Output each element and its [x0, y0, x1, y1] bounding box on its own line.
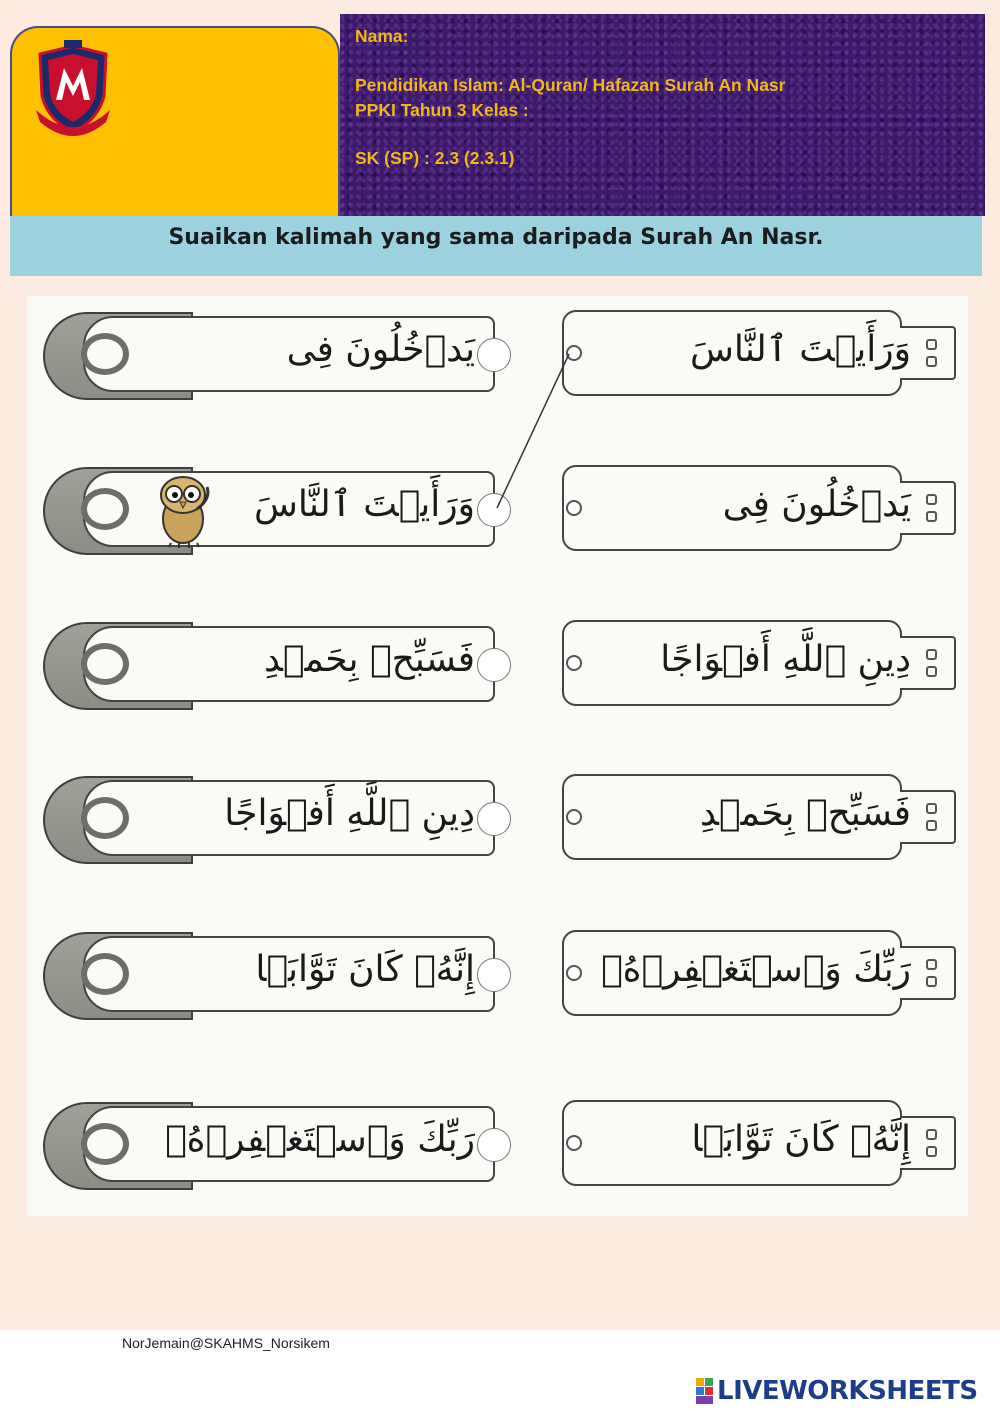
- owl-mascot-icon: [153, 469, 215, 549]
- match-row: [27, 926, 968, 1026]
- left-phrase: يَدۡخُلُونَ فِى: [286, 329, 475, 370]
- left-phrase: وَرَأَيۡتَ ٱلنَّاسَ: [253, 484, 475, 525]
- left-tag: [43, 932, 497, 1020]
- right-match-point[interactable]: [566, 965, 582, 981]
- right-match-point[interactable]: [566, 500, 582, 516]
- matching-worksheet: [27, 296, 968, 1216]
- left-match-point[interactable]: [477, 958, 511, 992]
- left-phrase: إِنَّهُۥ كَانَ تَوَّابَۢا: [255, 949, 475, 990]
- right-tag: [562, 310, 957, 400]
- left-match-point[interactable]: [477, 1128, 511, 1162]
- author-credit: NorJemain@SKAHMS_Norsikem: [122, 1335, 330, 1351]
- right-tag: [562, 1100, 957, 1190]
- left-phrase: رَبِّكَ وَٱسۡتَغۡفِرۡهُۚ: [165, 1119, 475, 1160]
- right-tag: [562, 465, 957, 555]
- match-row: [27, 770, 968, 870]
- right-phrase: وَرَأَيۡتَ ٱلنَّاسَ: [689, 329, 911, 370]
- right-tag: [562, 930, 957, 1020]
- left-match-point[interactable]: [477, 648, 511, 682]
- logo-panel: [10, 26, 340, 221]
- match-row: [27, 461, 968, 561]
- name-label: Nama:: [355, 26, 409, 46]
- brand-wordmark: LIVEWORKSHEETS: [717, 1376, 978, 1406]
- left-match-point[interactable]: [477, 493, 511, 527]
- right-tag: [562, 620, 957, 710]
- right-phrase: رَبِّكَ وَٱسۡتَغۡفِرۡهُۚ: [601, 949, 911, 990]
- right-match-point[interactable]: [566, 1135, 582, 1151]
- info-panel: [340, 14, 985, 216]
- standard-label: SK (SP) : 2.3 (2.3.1): [355, 148, 515, 168]
- right-phrase: يَدۡخُلُونَ فِى: [722, 484, 911, 525]
- match-row: [27, 1096, 968, 1196]
- right-match-point[interactable]: [566, 655, 582, 671]
- left-tag: [43, 622, 497, 710]
- left-match-point[interactable]: [477, 802, 511, 836]
- match-row: [27, 306, 968, 406]
- right-match-point[interactable]: [566, 345, 582, 361]
- subject-label: Pendidikan Islam: Al-Quran/ Hafazan Surah An Nasr: [355, 75, 786, 95]
- right-phrase: دِينِ ٱللَّهِ أَفۡوَاجًا: [660, 639, 911, 680]
- left-tag: [43, 1102, 497, 1190]
- match-row: [27, 616, 968, 716]
- left-phrase: دِينِ ٱللَّهِ أَفۡوَاجًا: [224, 793, 475, 834]
- left-phrase: فَسَبِّحۡ بِحَمۡدِ: [263, 639, 475, 680]
- right-phrase: إِنَّهُۥ كَانَ تَوَّابَۢا: [691, 1119, 911, 1160]
- liveworksheets-logo-icon: [696, 1378, 714, 1406]
- right-match-point[interactable]: [566, 809, 582, 825]
- left-tag: [43, 312, 497, 400]
- example-match-line: [27, 296, 968, 1216]
- class-label: PPKI Tahun 3 Kelas :: [355, 100, 529, 120]
- instruction-bar: Suaikan kalimah yang sama daripada Surah An Nasr.: [10, 216, 982, 276]
- right-tag: [562, 774, 957, 864]
- left-match-point[interactable]: [477, 338, 511, 372]
- school-crest-icon: [34, 40, 112, 136]
- left-tag: [43, 467, 497, 555]
- left-tag: [43, 776, 497, 864]
- right-phrase: فَسَبِّحۡ بِحَمۡدِ: [699, 793, 911, 834]
